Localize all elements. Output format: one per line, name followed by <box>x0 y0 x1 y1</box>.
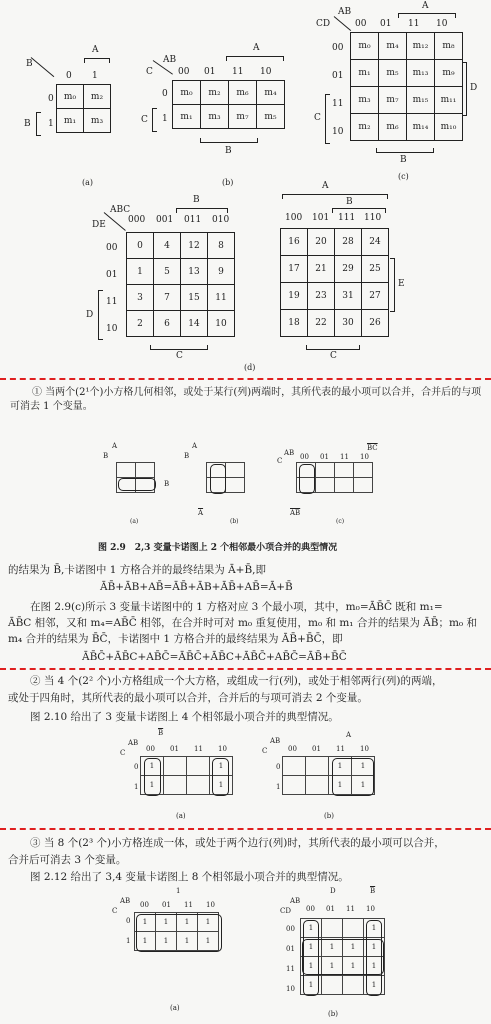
col-label: 00 <box>300 453 309 461</box>
cell: m₅ <box>379 60 407 87</box>
cell <box>354 478 373 493</box>
row-label: 0 <box>162 89 168 99</box>
label: AB <box>120 897 131 905</box>
divider-line <box>0 378 491 380</box>
figure-caption: 图 2.9 2,3 变量卡诺图上 2 个相邻最小项合并的典型情况 <box>98 543 338 553</box>
label: A <box>192 442 198 450</box>
cell <box>117 463 136 478</box>
label: $\overline{B}$ <box>370 887 376 895</box>
cell: 1 <box>301 957 322 976</box>
label: $\overline{A}$ <box>198 509 204 517</box>
brace-label-c: C <box>141 115 148 125</box>
col-label: 011 <box>184 215 202 225</box>
cell: 8 <box>208 233 235 259</box>
caption: (b) <box>230 518 239 525</box>
label: $\overline{BC}$ <box>367 444 378 452</box>
label: C <box>277 457 283 465</box>
grouping-loop <box>212 758 229 796</box>
kmap-5var-left <box>126 232 235 337</box>
cell: 1 <box>364 919 385 938</box>
brace-b <box>376 148 434 153</box>
cell: 1 <box>301 919 322 938</box>
cell: m₂ <box>201 81 229 105</box>
cell <box>322 976 343 995</box>
rule-text: 或处于四角时，其所代表的最小项可以合并，合并后的与项可消去 2 个变量。 <box>8 692 368 704</box>
cell: m₁₁ <box>435 87 463 114</box>
col-label: 0 <box>66 71 72 81</box>
var-label-c: C <box>146 67 153 77</box>
cell: 1 <box>156 913 177 932</box>
cell: 25 <box>362 256 389 283</box>
brace-label-a: A <box>253 43 260 53</box>
cell: m₁ <box>173 105 201 129</box>
row-label: 00 <box>332 43 344 53</box>
cell <box>316 463 335 478</box>
label: A <box>112 442 118 450</box>
col-label: 01 <box>170 745 179 753</box>
rule-text: ② 当 4 个(2² 个)小方格组成一个大方格，或组成一行(列)，或处于相邻两行(列)的两端， <box>30 675 443 687</box>
cell <box>187 757 210 776</box>
row-label: 00 <box>106 243 118 253</box>
row-label: 1 <box>126 937 131 945</box>
row-label: 0 <box>126 917 131 925</box>
grouping-loop <box>303 920 319 996</box>
paragraph: 图 2.12 给出了 3,4 变量卡诺图上 8 个相邻最小项合并的典型情况。 <box>30 871 349 883</box>
cell <box>283 757 306 776</box>
cell: 1 <box>127 259 154 285</box>
col-label: 10 <box>436 19 448 29</box>
cell: 1 <box>364 938 385 957</box>
cell: 15 <box>181 285 208 311</box>
col-label: 11 <box>336 745 345 753</box>
label: $\overline{AB}$ <box>290 509 301 517</box>
row-label: 11 <box>106 297 118 307</box>
row-label: 10 <box>286 985 295 993</box>
col-label: 01 <box>320 453 329 461</box>
cell: 1 <box>210 776 233 795</box>
grouping-loop <box>144 758 161 796</box>
row-label: 10 <box>106 324 118 334</box>
col-label: 111 <box>338 213 356 223</box>
cell: 27 <box>362 283 389 310</box>
cell: 22 <box>308 310 335 337</box>
brace-label-c: C <box>176 351 183 361</box>
col-label: 00 <box>288 745 297 753</box>
col-label: 11 <box>184 901 193 909</box>
caption: (a) <box>82 178 94 187</box>
label: D <box>330 887 336 895</box>
cell: 14 <box>181 311 208 337</box>
col-label: 10 <box>360 453 369 461</box>
cell: m₃ <box>84 109 111 133</box>
col-label: 010 <box>212 215 230 225</box>
col-label: 101 <box>312 213 330 223</box>
cell: 1 <box>210 757 233 776</box>
cell: 1 <box>364 976 385 995</box>
label: $\overline{B}$ <box>158 729 164 737</box>
col-label: 01 <box>312 745 321 753</box>
rule-text: ① 当两个(2¹个)小方格几何相邻，或处于某行(列)两端时，其所代表的最小项可以合并，合并后的与项可消去 1 个变量。 <box>10 387 482 412</box>
label: B <box>103 452 109 460</box>
cell: m₆ <box>229 81 257 105</box>
cell <box>283 776 306 795</box>
caption: (a) <box>176 812 186 820</box>
cell: m₁₃ <box>407 60 435 87</box>
label: C <box>112 907 118 915</box>
cell: 5 <box>154 259 181 285</box>
col-label: 11 <box>408 19 420 29</box>
cell: 1 <box>329 757 352 776</box>
cell <box>136 463 155 478</box>
brace-c <box>150 345 208 350</box>
caption: (b) <box>222 178 234 187</box>
paragraph: ĀB̄C 相邻，又和 m₄=AB̄C̄ 相邻，在合并时可对 m₀ 重复使用，m₀ 和 m₁ 合并的结果为 ĀB̄；m₀ 和 <box>8 617 477 629</box>
col-label: 00 <box>140 901 149 909</box>
brace-label-a: A <box>92 45 99 55</box>
col-label: 11 <box>232 67 244 77</box>
kmap-4var <box>350 32 463 141</box>
grouping-loop <box>299 464 315 494</box>
col-label: 00 <box>306 905 315 913</box>
col-label: 01 <box>204 67 216 77</box>
brace-a <box>226 56 284 61</box>
cell <box>164 757 187 776</box>
grouping-loop <box>118 478 156 491</box>
cell <box>306 757 329 776</box>
var-label-ab: AB <box>338 7 352 17</box>
cell <box>322 919 343 938</box>
cell: 18 <box>281 310 308 337</box>
cell <box>335 478 354 493</box>
label: AB <box>284 449 295 457</box>
cell: 0 <box>127 233 154 259</box>
cell: 24 <box>362 229 389 256</box>
col-label: 01 <box>162 901 171 909</box>
cell: m₂ <box>351 114 379 141</box>
cell: m₁₄ <box>407 114 435 141</box>
cell <box>164 776 187 795</box>
cell: 1 <box>198 913 219 932</box>
cell: 6 <box>154 311 181 337</box>
cell: m₁ <box>351 60 379 87</box>
cell: m₇ <box>229 105 257 129</box>
cell: 1 <box>343 938 364 957</box>
brace-c <box>325 94 330 144</box>
cell: m₉ <box>435 60 463 87</box>
caption: (b) <box>324 812 334 820</box>
brace-label-b: B <box>225 146 232 156</box>
brace-b <box>36 112 41 136</box>
cell: 1 <box>177 913 198 932</box>
cell: 3 <box>127 285 154 311</box>
caption: (d) <box>244 363 256 372</box>
cell: 1 <box>329 776 352 795</box>
grouping-loop <box>366 920 382 996</box>
cell: 1 <box>343 957 364 976</box>
col-label: 10 <box>366 905 375 913</box>
cell: m₆ <box>379 114 407 141</box>
row-label: 1 <box>162 114 168 124</box>
cell: 1 <box>352 757 375 776</box>
cell: 20 <box>308 229 335 256</box>
cell <box>226 478 245 493</box>
brace-d <box>462 62 467 116</box>
col-label: 11 <box>194 745 203 753</box>
col-label: 11 <box>346 905 355 913</box>
rule-text: 合并后可消去 3 个变量。 <box>8 854 127 866</box>
brace-label-c: C <box>330 351 337 361</box>
brace-label-b: B <box>193 195 200 205</box>
row-label: 10 <box>332 127 344 137</box>
cell: 1 <box>141 776 164 795</box>
cell: m₃ <box>201 105 229 129</box>
label: C <box>120 749 126 757</box>
caption: (c) <box>398 172 409 181</box>
col-label: 11 <box>340 453 349 461</box>
brace-label-b: B <box>24 119 31 129</box>
cell: 9 <box>208 259 235 285</box>
cell <box>187 776 210 795</box>
cell: m₁₀ <box>435 114 463 141</box>
label: 1 <box>176 887 181 895</box>
label: B <box>164 480 170 488</box>
cell: 21 <box>308 256 335 283</box>
var-label-ab: AB <box>163 55 177 65</box>
paragraph: 图 2.10 给出了 3 变量卡诺图上 4 个相邻最小项合并的典型情况。 <box>30 711 339 723</box>
row-label: 01 <box>286 945 295 953</box>
cell: 31 <box>335 283 362 310</box>
cell: 30 <box>335 310 362 337</box>
brace-c <box>306 345 360 350</box>
kmap-2var <box>56 84 111 133</box>
var-label-abc: ABC <box>110 205 131 215</box>
cell: m₄ <box>379 33 407 60</box>
row-label: 00 <box>286 925 295 933</box>
caption: (c) <box>336 518 345 525</box>
cell: 11 <box>208 285 235 311</box>
caption: (b) <box>328 1010 338 1018</box>
cell: 1 <box>301 938 322 957</box>
cell: m₁ <box>57 109 84 133</box>
caption: (a) <box>170 1004 180 1012</box>
cell: m₃ <box>351 87 379 114</box>
brace-c <box>152 108 157 132</box>
label: AB <box>290 897 301 905</box>
equation: ĀB̄+ĀB+AB̄=ĀB̄+ĀB+ĀB̄+AB̄=Ā+B̄ <box>100 581 293 593</box>
cell <box>316 478 335 493</box>
row-label: 1 <box>276 783 281 791</box>
grouping-loop <box>210 464 226 494</box>
row-label: 01 <box>106 270 118 280</box>
cell: m₁₅ <box>407 87 435 114</box>
cell: 26 <box>362 310 389 337</box>
caption: (a) <box>130 518 139 525</box>
brace-label-e: E <box>398 279 405 289</box>
cell: m₈ <box>435 33 463 60</box>
kmap-3var <box>172 80 285 129</box>
label: B <box>184 452 190 460</box>
row-label: 0 <box>134 763 139 771</box>
cell: 13 <box>181 259 208 285</box>
cell: m₀ <box>173 81 201 105</box>
cell <box>343 919 364 938</box>
cell: m₁₂ <box>407 33 435 60</box>
var-label-cd: CD <box>316 19 331 29</box>
cell: 1 <box>198 932 219 951</box>
brace-a <box>282 194 388 199</box>
brace-label-a: A <box>422 1 429 11</box>
col-label: 00 <box>178 67 190 77</box>
col-label: 00 <box>146 745 155 753</box>
cell: m₀ <box>351 33 379 60</box>
col-label: 10 <box>360 745 369 753</box>
label: AB <box>128 739 139 747</box>
brace-e <box>390 258 395 312</box>
brace-label-d: D <box>86 310 94 320</box>
row-label: 11 <box>332 99 344 109</box>
col-label: 1 <box>92 71 98 81</box>
paragraph: m₄ 合并的结果为 B̄C̄，卡诺图中 1 方格合并的最终结果为 ĀB̄+B̄C̄，即 <box>8 633 343 645</box>
cell: 17 <box>281 256 308 283</box>
kmap-5var-right <box>280 228 389 337</box>
paragraph: 的结果为 B̄,卡诺图中 1 方格合并的最终结果为 Ā+B̄,即 <box>8 564 267 576</box>
col-label: 00 <box>355 19 367 29</box>
cell: 4 <box>154 233 181 259</box>
cell: m₅ <box>257 105 285 129</box>
var-label-de: DE <box>92 220 106 230</box>
col-label: 10 <box>260 67 272 77</box>
cell: 1 <box>364 957 385 976</box>
var-label-b: B <box>26 59 33 69</box>
col-label: 110 <box>364 213 382 223</box>
cell: 1 <box>301 976 322 995</box>
brace-d <box>98 290 103 340</box>
cell: 2 <box>127 311 154 337</box>
label: C <box>262 747 268 755</box>
divider-line <box>0 828 491 830</box>
cell: 29 <box>335 256 362 283</box>
cell <box>226 463 245 478</box>
cell: 1 <box>177 932 198 951</box>
col-label: 10 <box>218 745 227 753</box>
cell <box>343 976 364 995</box>
brace-b <box>200 138 258 143</box>
brace-label-a: A <box>322 181 329 191</box>
divider-line <box>0 668 491 670</box>
brace-label-b: B <box>346 197 353 207</box>
brace-a <box>84 58 110 63</box>
cell <box>306 776 329 795</box>
brace-label-d: D <box>470 83 478 93</box>
cell <box>335 463 354 478</box>
col-label: 01 <box>326 905 335 913</box>
row-label: 11 <box>286 965 295 973</box>
label: CD <box>280 907 291 915</box>
cell: 7 <box>154 285 181 311</box>
cell: 16 <box>281 229 308 256</box>
brace-label-b: B <box>400 155 407 165</box>
cell: m₂ <box>84 85 111 109</box>
cell: 28 <box>335 229 362 256</box>
equation: ĀB̄C̄+ĀB̄C+AB̄C̄=ĀB̄C̄+ĀB̄C+ĀB̄C̄+AB̄C̄=ĀB̄+B̄C̄ <box>82 651 347 663</box>
cell: 23 <box>308 283 335 310</box>
col-label: 100 <box>285 213 303 223</box>
label: AB <box>270 737 281 745</box>
cell: 12 <box>181 233 208 259</box>
cell: 1 <box>135 913 156 932</box>
cell: m₀ <box>57 85 84 109</box>
row-label: 1 <box>134 783 139 791</box>
brace-a <box>398 13 456 18</box>
cell: 1 <box>322 938 343 957</box>
cell: 1 <box>156 932 177 951</box>
cell: 19 <box>281 283 308 310</box>
row-label: 0 <box>48 94 54 104</box>
label: A <box>346 731 352 739</box>
cell: 1 <box>141 757 164 776</box>
col-label: 000 <box>128 215 146 225</box>
col-label: 001 <box>156 215 174 225</box>
col-label: 10 <box>206 901 215 909</box>
brace-label-c: C <box>314 113 321 123</box>
cell <box>354 463 373 478</box>
cell: 1 <box>322 957 343 976</box>
rule-text: ③ 当 8 个(2³ 个)小方格连成一体，或处于两个边行(列)时，其所代表的最小项可以合并， <box>30 837 445 849</box>
grouping-loop <box>136 914 222 952</box>
diagonal-line <box>31 57 55 77</box>
cell: m₇ <box>379 87 407 114</box>
paragraph: 在图 2.9(c)所示 3 变量卡诺图中的 1 方格对应 3 个最小项，其中，m₀=ĀB̄C̄ 既和 m₁= <box>30 601 443 613</box>
cell: 10 <box>208 311 235 337</box>
row-label: 0 <box>276 763 281 771</box>
cell: m₄ <box>257 81 285 105</box>
cell: 1 <box>135 932 156 951</box>
row-label: 01 <box>332 71 344 81</box>
brace-b <box>176 208 228 213</box>
cell: 1 <box>352 776 375 795</box>
col-label: 01 <box>380 19 392 29</box>
grouping-loop <box>332 758 374 796</box>
row-label: 1 <box>48 119 54 129</box>
diagonal-line <box>334 16 351 31</box>
